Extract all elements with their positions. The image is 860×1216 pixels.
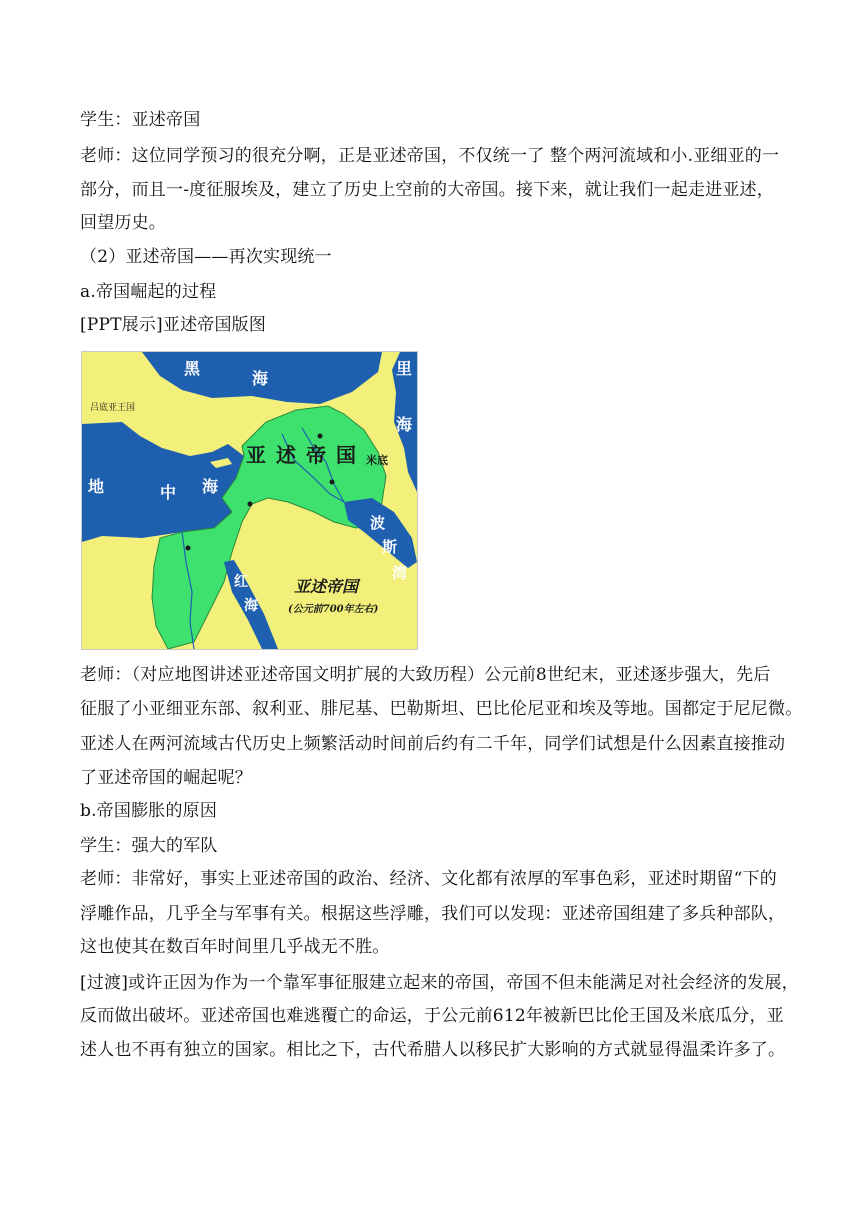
subheading-b: b.帝国膨胀的原因: [80, 801, 218, 821]
mediterranean-label-1: 地: [88, 477, 105, 496]
ppt-caption: [PPT展示]亚述帝国版图: [80, 315, 267, 335]
media-label: 米底: [366, 454, 388, 467]
caspian-label-2: 海: [396, 415, 413, 434]
persian-gulf-label-1: 波: [370, 514, 386, 532]
empire-label-4: 国: [336, 443, 356, 467]
kingdom-nw-label: 吕底亚王国: [90, 403, 136, 413]
text-line-8: 老师：（对应地图讲述亚述帝国文明扩展的大致历程）公元前8世纪末，亚述逐步强大，先后: [80, 665, 771, 685]
text-line-4: 回望历史。: [80, 213, 166, 233]
empire-label-1: 亚: [246, 443, 266, 467]
section-heading-2: （2）亚述帝国——再次实现统一: [80, 247, 332, 267]
map-graphic: [82, 352, 417, 649]
city-dot: [318, 434, 323, 439]
text-line-15: 浮雕作品，几乎全与军事有关。根据这些浮雕，我们可以发现：亚述帝国组建了多兵种部队，: [80, 904, 786, 924]
text-line-3: 部分，而且一-度征服埃及，建立了历史上空前的大帝国。接下来，就让我们一起走进亚述，: [80, 180, 774, 200]
city-dot: [330, 480, 335, 485]
empire-label-2: 述: [276, 443, 296, 467]
mediterranean-label-3: 海: [202, 477, 219, 496]
empire-label-3: 帝: [306, 443, 326, 467]
city-dot: [186, 546, 191, 551]
persian-gulf-label-3: 湾: [392, 564, 408, 582]
assyrian-empire-map: [81, 351, 418, 650]
mediterranean-label-2: 中: [160, 483, 177, 502]
map-subtitle: (公元前700年左右): [288, 604, 379, 615]
city-dot: [248, 502, 253, 507]
text-line-9: 征服了小亚细亚东部、叙利亚、腓尼基、巴勒斯坦、巴比伦尼亚和埃及等地。国都定于尼尼微。: [80, 699, 803, 719]
text-line-16: 这也使其在数百年时间里几乎战无不胜。: [80, 937, 390, 957]
text-line-1: 学生：亚述帝国: [80, 110, 201, 130]
text-line-10: 亚述人在两河流域古代历史上频繁活动时间前后约有二千年，同学们试想是什么因素直接推动: [80, 734, 786, 754]
text-line-19: 述人也不再有独立的国家。相比之下，古代希腊人以移民扩大影响的方式就显得温柔许多了。: [80, 1040, 786, 1060]
red-sea-label-1: 红: [234, 574, 248, 590]
text-line-13: 学生：强大的军队: [80, 836, 218, 856]
text-line-14: 老师：非常好，事实上亚述帝国的政治、经济、文化都有浓厚的军事色彩，亚述时期留“下的: [80, 869, 777, 889]
persian-gulf-label-2: 斯: [382, 538, 398, 556]
subheading-a: a.帝国崛起的过程: [80, 282, 217, 302]
black-sea-label-1: 黑: [184, 359, 201, 378]
black-sea-label-2: 海: [252, 369, 269, 388]
text-line-11: 了亚述帝国的崛起呢？: [80, 768, 252, 788]
caspian-label-1: 里: [396, 359, 413, 378]
text-line-2: 老师：这位同学预习的很充分啊，正是亚述帝国，不仅统一了 整个两河流域和小.亚细亚的一: [80, 146, 780, 166]
text-line-17: [过渡]或许正因为作为一个靠军事征服建立起来的帝国，帝国不但未能满足对社会经济的发展，: [80, 973, 799, 993]
map-title: 亚述帝国: [294, 577, 359, 596]
red-sea-label-2: 海: [244, 598, 258, 614]
text-line-18: 反而做出破坏。亚述帝国也难逃覆亡的命运，于公元前612年被新巴比伦王国及米底瓜分，亚: [80, 1006, 784, 1026]
